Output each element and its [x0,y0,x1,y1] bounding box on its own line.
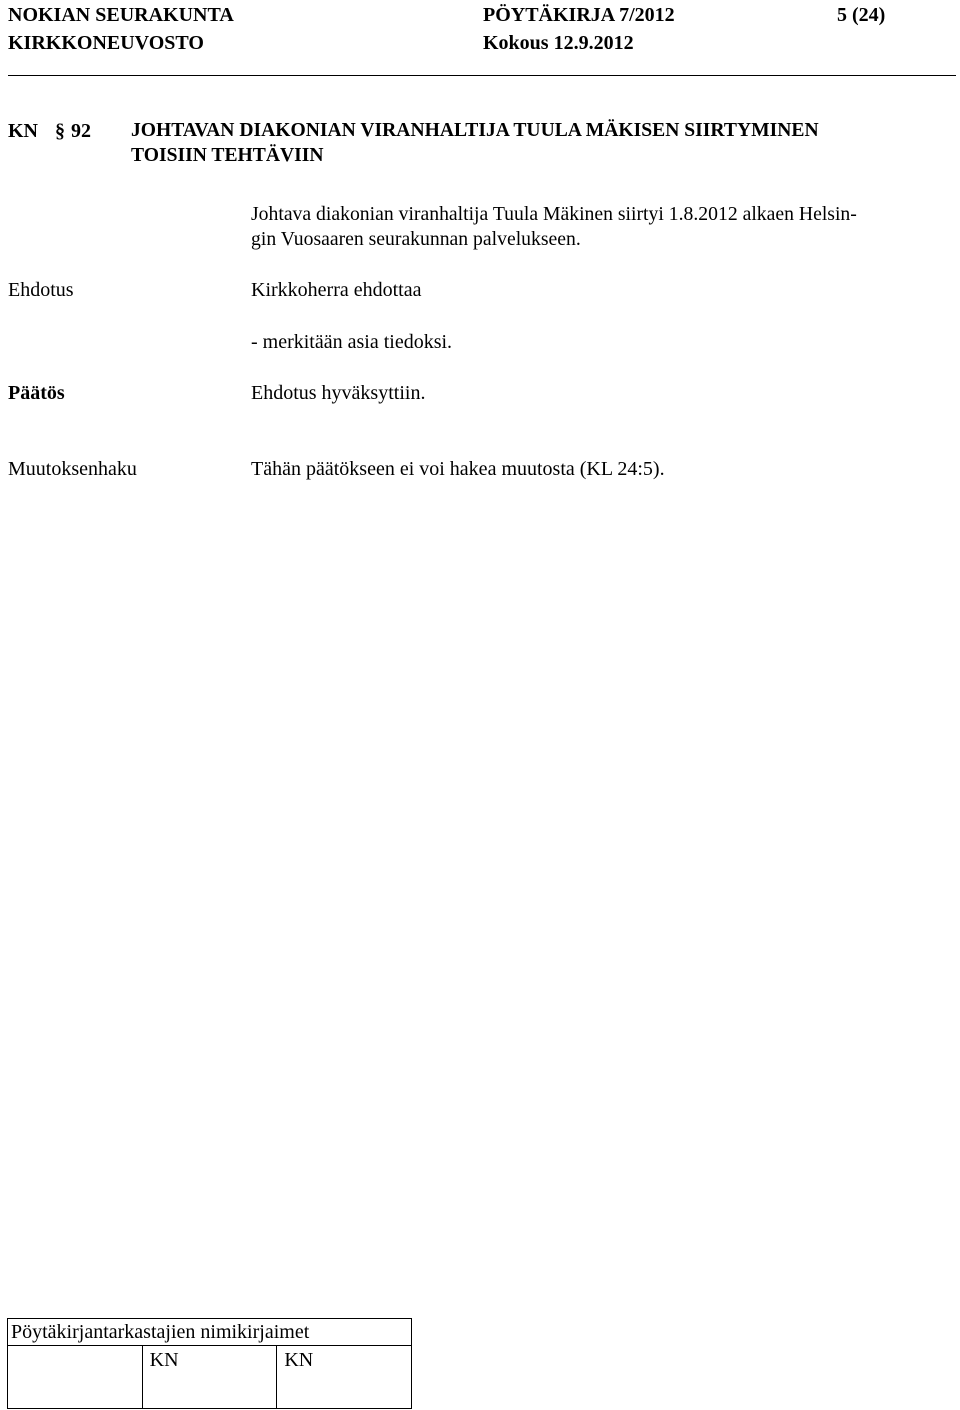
decision-text: Ehdotus hyväksyttiin. [251,382,426,404]
body-paragraph-line-2: gin Vuosaaren seurakunnan palvelukseen. [251,228,581,250]
meeting-date: Kokous 12.9.2012 [483,32,634,54]
appeal-label: Muutoksenhaku [8,458,137,480]
decision-label: Päätös [8,382,65,404]
page-number: 5 (24) [837,4,886,26]
section-symbol: § [55,120,65,142]
proposal-item: - merkitään asia tiedoksi. [251,331,453,353]
initials-2: KN [284,1349,314,1371]
appeal-text: Tähän päätökseen ei voi hakea muutosta (KL 24:5). [251,458,665,480]
body-paragraph-line-1: Johtava diakonian viranhaltija Tuula Mäkinen siirtyi 1.8.2012 alkaen Helsin- [251,203,857,225]
initials-1: KN [149,1349,179,1371]
signature-box [7,1318,412,1409]
document-title: PÖYTÄKIRJA 7/2012 [483,4,675,26]
section-title-line-1: JOHTAVAN DIAKONIAN VIRANHALTIJA TUULA MÄKISEN SIIRTYMINEN [131,120,819,141]
proposal-text: Kirkkoherra ehdottaa [251,279,422,301]
header-divider [8,75,956,76]
section-number: 92 [71,120,91,142]
signature-cell-empty [8,1346,143,1409]
org-name: NOKIAN SEURAKUNTA [8,4,234,26]
section-title-line-2: TOISIIN TEHTÄVIIN [131,145,324,166]
body-name: KIRKKONEUVOSTO [8,32,204,54]
section-prefix: KN [8,120,38,142]
signature-box-title: Pöytäkirjantarkastajien nimikirjaimet [8,1319,412,1346]
proposal-label: Ehdotus [8,279,74,301]
signature-cell-1 [142,1346,277,1409]
signature-cell-2 [277,1346,412,1409]
